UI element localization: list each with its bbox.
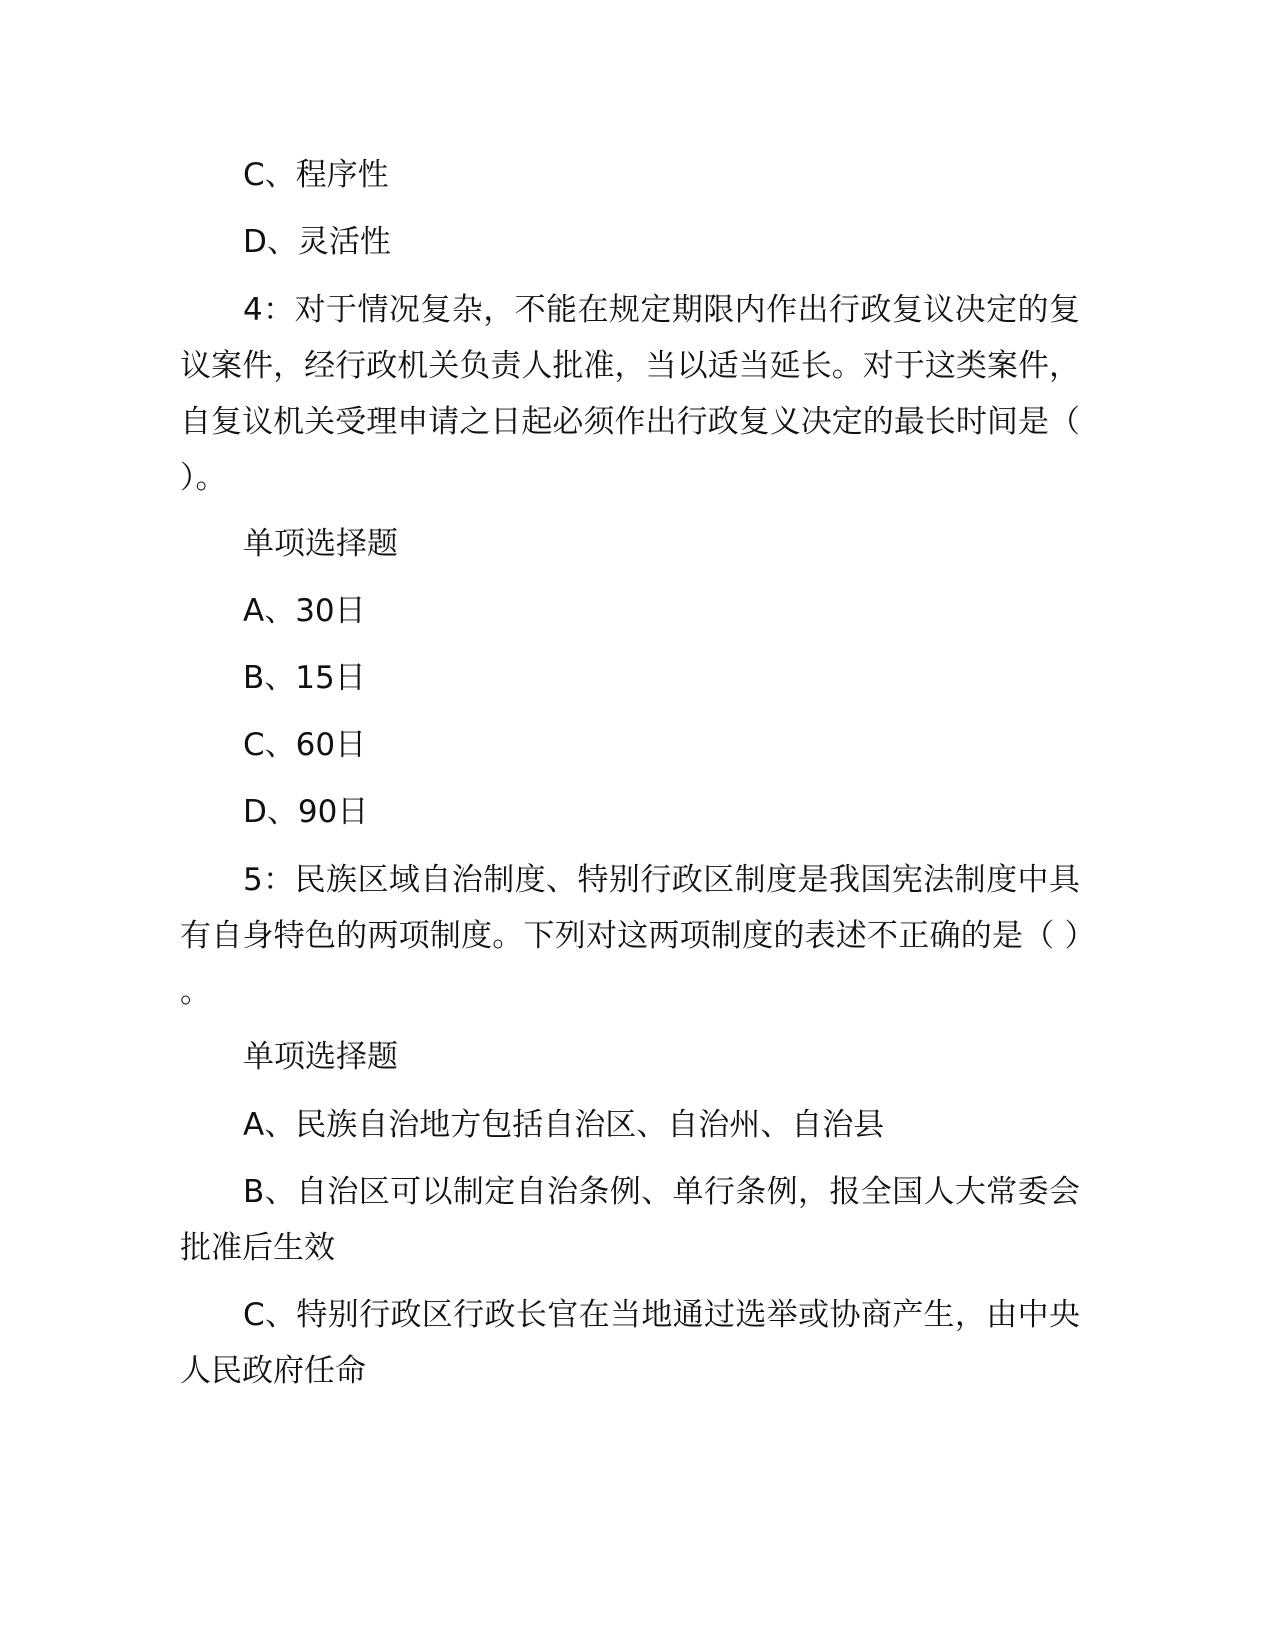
option-d-90-days: D、90日 <box>243 794 369 830</box>
option-c-60-days: C、60日 <box>243 727 367 763</box>
option-a-30-days: A、30日 <box>243 593 366 629</box>
question-type-label: 单项选择题 <box>243 1039 398 1075</box>
option-c-procedural: C、程序性 <box>243 157 389 193</box>
question-5: 5：民族区域自治制度、特别行政区制度是我国宪法制度中具有自身特色的两项制度。下列对这两项制度的表述不正确的是（ ）。 <box>180 862 1080 1010</box>
option-c-chief-executive: C、特别行政区行政长官在当地通过选举或协商产生，由中央人民政府任命 <box>180 1297 1080 1389</box>
question-type-label: 单项选择题 <box>243 526 398 562</box>
question-4: 4：对于情况复杂，不能在规定期限内作出行政复议决定的复议案件，经行政机关负责人批准，当以适当延长。对于这类案件，自复议机关受理申请之日起必须作出行政复义决定的最长时间是（ ）。 <box>180 292 1080 496</box>
option-a-autonomous-areas: A、民族自治地方包括自治区、自治州、自治县 <box>243 1107 885 1143</box>
option-b-15-days: B、15日 <box>243 660 366 696</box>
option-b-autonomous-regulations: B、自治区可以制定自治条例、单行条例，报全国人大常委会批准后生效 <box>180 1174 1080 1266</box>
option-d-flexible: D、灵活性 <box>243 224 391 260</box>
